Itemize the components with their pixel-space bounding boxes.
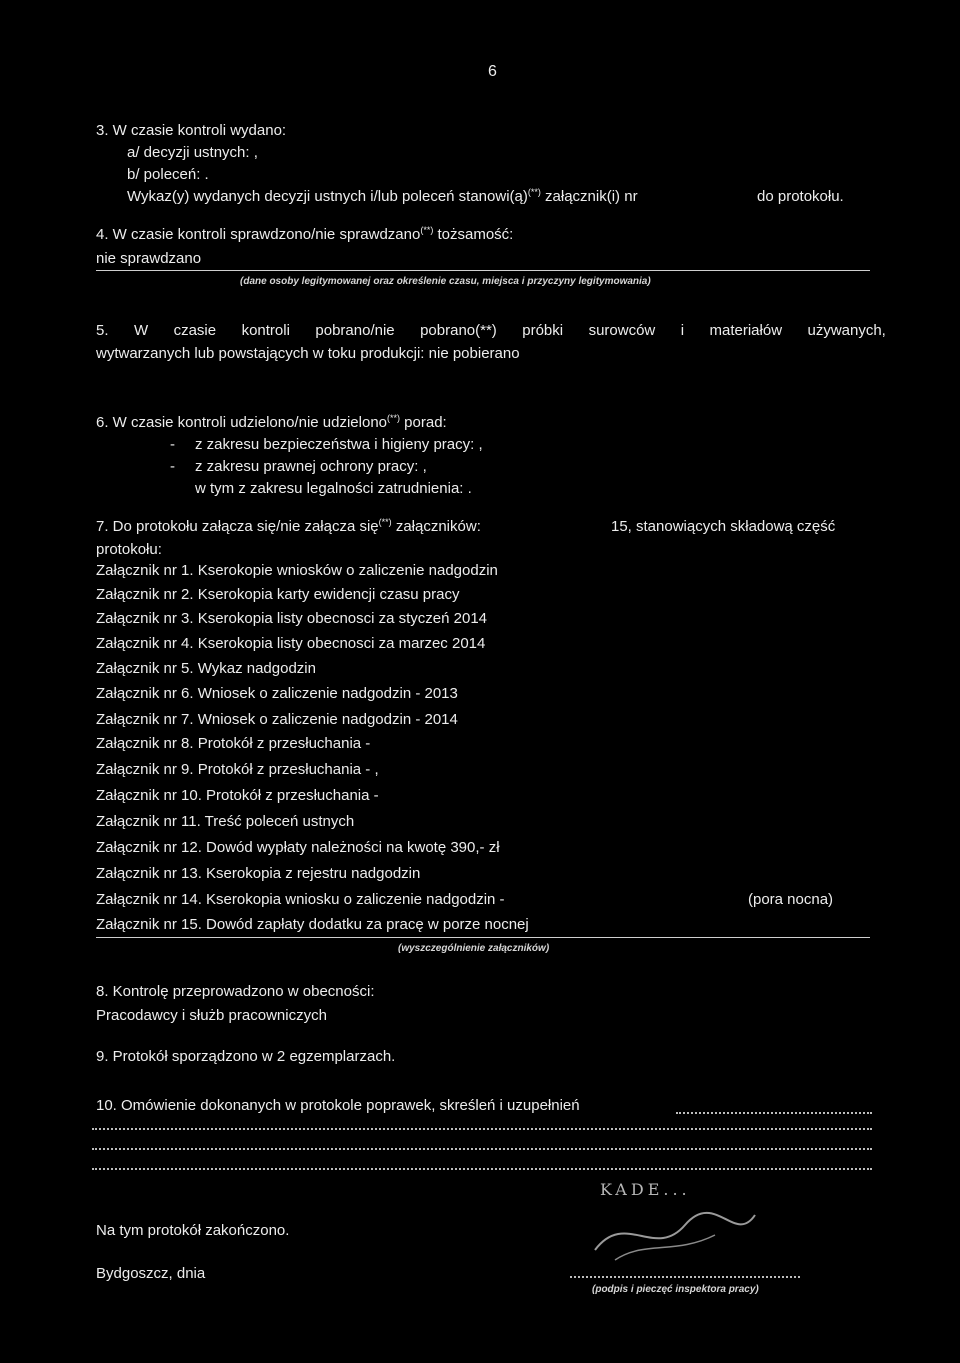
section5-word: próbki	[522, 322, 564, 339]
attachment-item: Załącznik nr 12. Dowód wypłaty należności na kwotę 390,- zł	[96, 839, 500, 856]
section5-word: 5.	[96, 322, 109, 339]
attachment-item: Załącznik nr 14. Kserokopia wniosku o zaliczenie nadgodzin -	[96, 891, 505, 908]
section3-summary-pre: Wykaz(y) wydanych decyzji ustnych i/lub poleceń stanowi(ą)	[127, 188, 528, 205]
section6-item2: z zakresu prawnej ochrony pracy: ,	[195, 458, 427, 475]
section7-underline	[96, 937, 870, 938]
section7-heading-cont: protokołu:	[96, 541, 162, 558]
attachment14-note: (pora nocna)	[748, 891, 834, 908]
section3-summary-post: załącznik(i) nr	[540, 188, 638, 205]
section10-dotline	[92, 1148, 872, 1150]
closing-place-date: Bydgoszcz, dnia	[96, 1265, 206, 1282]
page-number: 6	[488, 63, 497, 80]
section6-heading-post: porad:	[400, 414, 447, 431]
section7-heading-right: 15, stanowiących składową część	[611, 518, 836, 535]
section6-heading-pre: 6. W czasie kontroli udzielono/nie udzielono	[96, 414, 387, 431]
section6-item3: w tym z zakresu legalności zatrudnienia: .	[195, 480, 472, 497]
section5-word: pobrano/nie	[315, 322, 395, 339]
signature-line	[570, 1276, 800, 1278]
section10-dotline	[676, 1112, 872, 1114]
section6-item1: z zakresu bezpieczeństwa i higieny pracy: ,	[195, 436, 483, 453]
section3-item-b: b/ poleceń: .	[127, 166, 209, 183]
section3-summary	[127, 188, 638, 205]
section5-line2: wytwarzanych lub powstających w toku produkcji: nie pobierano	[96, 345, 520, 362]
attachment-item: Załącznik nr 13. Kserokopia z rejestru nadgodzin	[96, 865, 421, 882]
section4-heading	[96, 226, 513, 243]
attachment-item: Załącznik nr 1. Kserokopie wniosków o zaliczenie nadgodzin	[96, 562, 498, 579]
section5-word: używanych,	[807, 322, 886, 339]
attachment-item: Załącznik nr 7. Wniosek o zaliczenie nadgodzin - 2014	[96, 711, 458, 728]
section10-dotline	[92, 1128, 872, 1130]
section10-text: 10. Omówienie dokonanych w protokole poprawek, skreśleń i uzupełnień	[96, 1097, 580, 1114]
attachment-item: Załącznik nr 9. Protokół z przesłuchania - ,	[96, 761, 379, 778]
section5-word: kontroli	[241, 322, 290, 339]
section6-bullet: -	[170, 458, 175, 475]
section4-underline	[96, 270, 870, 271]
section4-caption: (dane osoby legitymowanej oraz określenie czasu, miejsca i przyczyny legitymowania)	[240, 276, 651, 287]
attachment-item: Załącznik nr 11. Treść poleceń ustnych	[96, 813, 355, 830]
section4-heading-sup: (**)	[420, 225, 434, 235]
section8-heading: 8. Kontrolę przeprowadzono w obecności:	[96, 983, 375, 1000]
section3-heading: 3. W czasie kontroli wydano:	[96, 122, 287, 139]
attachment-item: Załącznik nr 3. Kserokopia listy obecnosci za styczeń 2014	[96, 610, 488, 627]
section7-heading-sup: (**)	[378, 517, 392, 527]
attachment-item: Załącznik nr 15. Dowód zapłaty dodatku za pracę w porze nocnej	[96, 916, 529, 933]
section5-word: pobrano(**)	[420, 322, 497, 339]
section7-heading-mid: załączników:	[391, 518, 481, 535]
section7-heading	[96, 518, 481, 535]
section3-summary-sup: (**)	[527, 187, 541, 197]
signature-caption: (podpis i pieczęć inspektora pracy)	[592, 1284, 759, 1295]
section4-heading-post: tożsamość:	[433, 226, 514, 243]
section7-heading-left: 7. Do protokołu załącza się/nie załącza się	[96, 518, 379, 535]
section8-value: Pracodawcy i służb pracowniczych	[96, 1007, 327, 1024]
section5-word: W	[133, 322, 149, 339]
section9-text: 9. Protokół sporządzono w 2 egzemplarzach.	[96, 1048, 396, 1065]
attachment-item: Załącznik nr 5. Wykaz nadgodzin	[96, 660, 316, 677]
section4-value: nie sprawdzano	[96, 250, 202, 267]
inspector-stamp: KADE...	[600, 1180, 691, 1199]
attachment-item: Załącznik nr 6. Wniosek o zaliczenie nadgodzin - 2013	[96, 685, 458, 702]
attachment-item: Załącznik nr 8. Protokół z przesłuchania -	[96, 735, 371, 752]
section10-dotline	[92, 1168, 872, 1170]
section3-summary-end: do protokołu.	[757, 188, 844, 205]
section5-word: i	[680, 322, 685, 339]
section5-line1	[96, 322, 886, 339]
section3-item-a: a/ decyzji ustnych: ,	[127, 144, 258, 161]
section5-word: czasie	[173, 322, 217, 339]
attachment-item: Załącznik nr 2. Kserokopia karty ewidencji czasu pracy	[96, 586, 460, 603]
section6-heading	[96, 414, 447, 431]
closing-ended: Na tym protokół zakończono.	[96, 1222, 290, 1239]
attachment-item: Załącznik nr 4. Kserokopia listy obecnosci za marzec 2014	[96, 635, 486, 652]
section5-word: surowców	[588, 322, 656, 339]
section4-heading-pre: 4. W czasie kontroli sprawdzono/nie sprawdzano	[96, 226, 421, 243]
attachment-item: Załącznik nr 10. Protokół z przesłuchania -	[96, 787, 379, 804]
section6-heading-sup: (**)	[387, 413, 400, 423]
section5-word: materiałów	[709, 322, 783, 339]
section6-bullet: -	[170, 436, 175, 453]
signature-scribble	[585, 1190, 765, 1270]
section7-caption: (wyszczególnienie załączników)	[398, 943, 550, 954]
